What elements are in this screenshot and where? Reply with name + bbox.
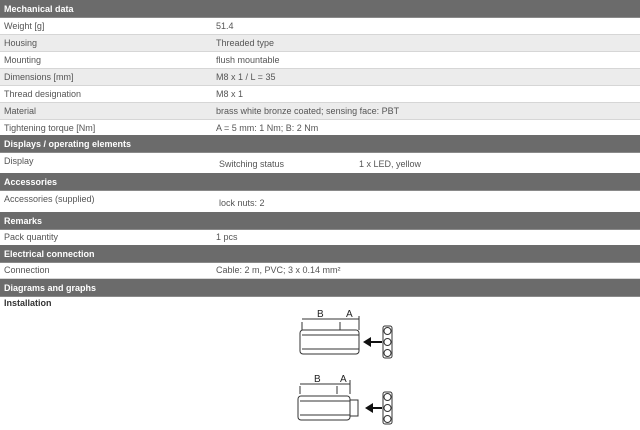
- row-label: Thread designation: [4, 89, 82, 99]
- dimension-label-b: B: [317, 309, 324, 320]
- table-row: [0, 86, 640, 103]
- section-header-mechanical-data: Mechanical data: [0, 0, 640, 18]
- installation-diagram-non-flush: [290, 372, 410, 430]
- section-header-remarks: Remarks: [0, 212, 640, 230]
- row-label: Accessories (supplied): [4, 194, 95, 204]
- row-value: M8 x 1: [216, 89, 244, 99]
- row-label: Display: [4, 156, 34, 166]
- row-label: Dimensions [mm]: [4, 72, 74, 82]
- row-value: Cable: 2 m, PVC; 3 x 0.14 mm²: [216, 265, 341, 275]
- row-label: Housing: [4, 38, 38, 48]
- section-header-electrical-connection: Electrical connection: [0, 245, 640, 263]
- dimension-label-b: B: [314, 374, 321, 385]
- row-label: Connection: [4, 265, 50, 275]
- table-row: [0, 153, 640, 175]
- table-row: [0, 52, 640, 69]
- row-label: Pack quantity: [4, 232, 59, 242]
- table-row: [0, 262, 640, 279]
- table-row: [0, 69, 640, 86]
- row-value: brass white bronze coated; sensing face: PBT: [216, 106, 400, 116]
- row-value: flush mountable: [216, 55, 280, 65]
- dimension-label-a: A: [346, 309, 353, 320]
- installation-label: Installation: [4, 298, 52, 308]
- dimension-label-a: A: [340, 374, 347, 385]
- row-value: Switching status: [219, 159, 285, 169]
- row-label: Material: [4, 106, 37, 116]
- row-value: 51.4: [216, 21, 234, 31]
- table-row: [0, 191, 640, 213]
- section-header-accessories: Accessories: [0, 173, 640, 191]
- table-row: [0, 35, 640, 52]
- row-label: Weight [g]: [4, 21, 45, 31]
- row-label: Tightening torque [Nm]: [4, 123, 96, 133]
- row-value: A = 5 mm: 1 Nm; B: 2 Nm: [216, 123, 319, 133]
- table-row: [0, 18, 640, 35]
- row-value: Threaded type: [216, 38, 275, 48]
- section-header-displays: Displays / operating elements: [0, 135, 640, 153]
- row-value: lock nuts: 2: [219, 198, 265, 208]
- row-value: M8 x 1 / L = 35: [216, 72, 276, 82]
- table-row: [0, 229, 640, 246]
- row-value: 1 pcs: [216, 232, 238, 242]
- installation-diagram-flush: [290, 304, 410, 366]
- row-label: Mounting: [4, 55, 42, 65]
- table-row: [0, 103, 640, 120]
- section-header-diagrams-and-graphs: Diagrams and graphs: [0, 279, 640, 297]
- row-value-secondary: 1 x LED, yellow: [359, 159, 422, 169]
